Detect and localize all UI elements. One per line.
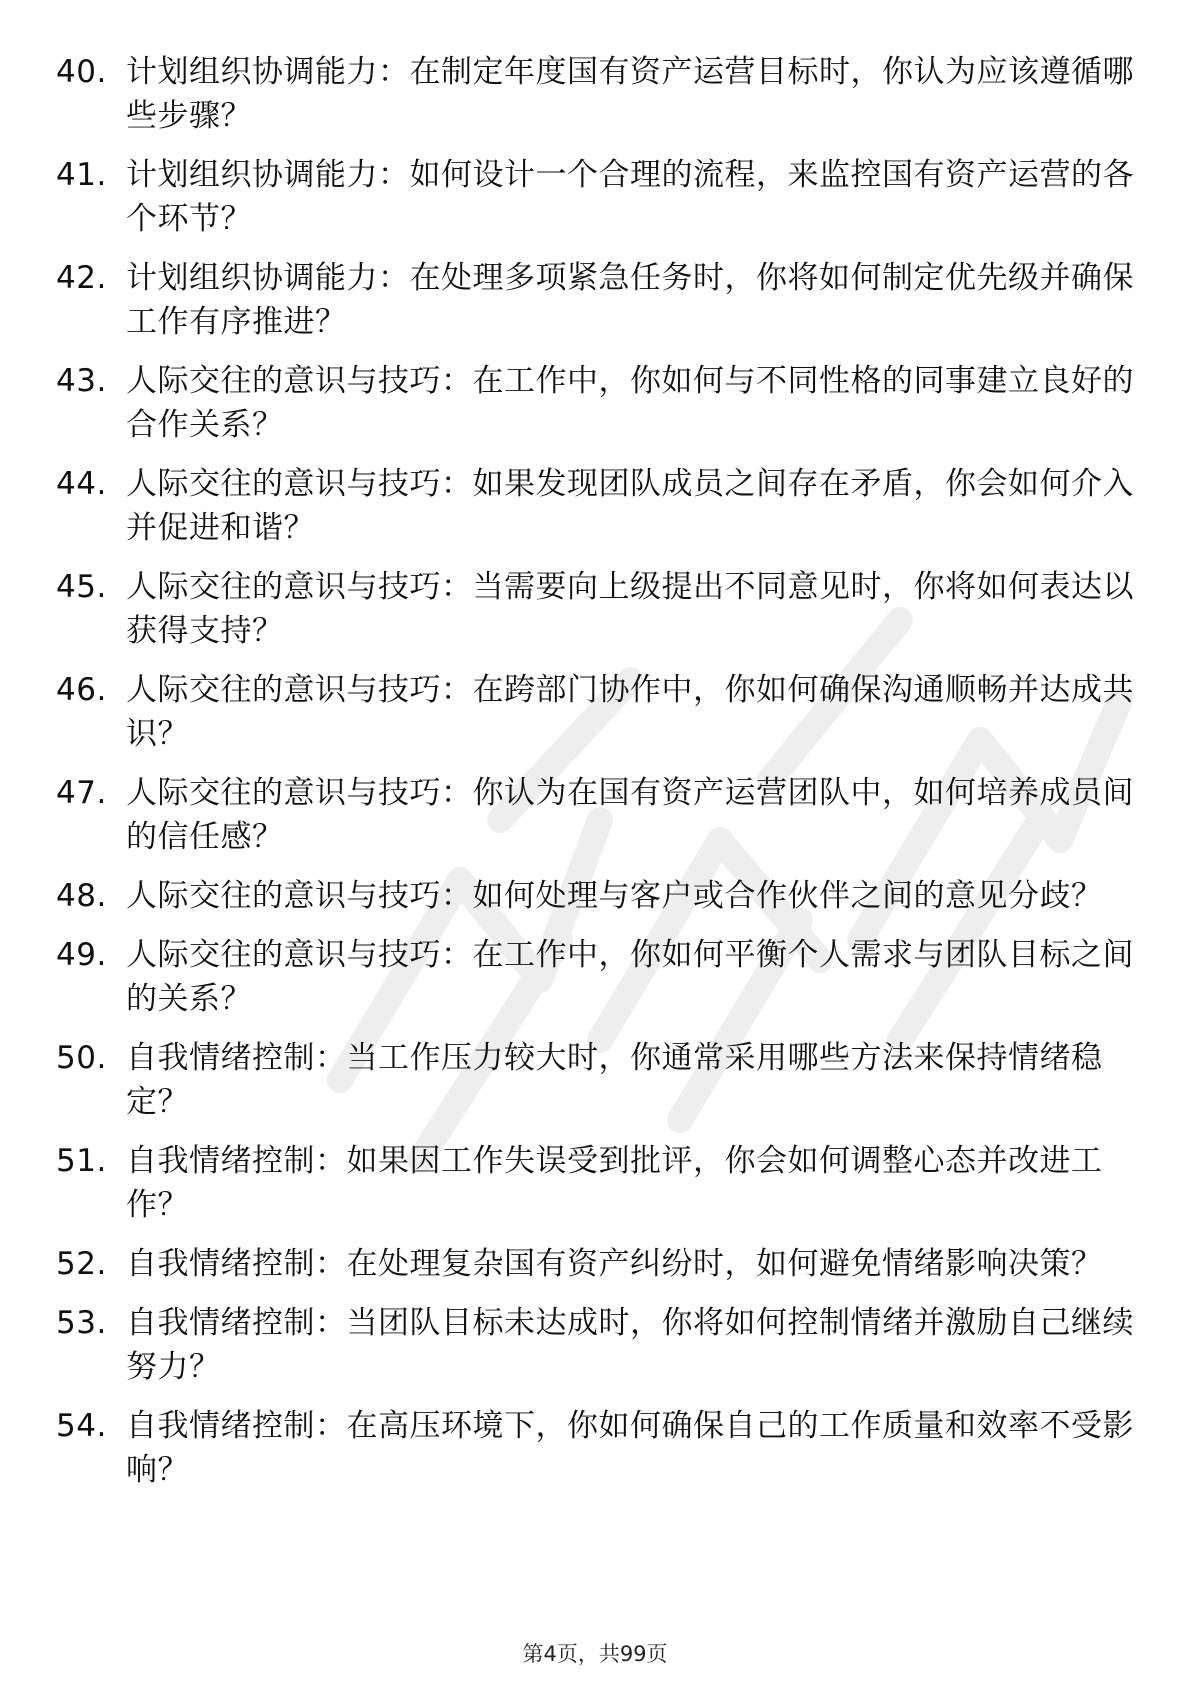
question-number: 54. [56,1408,107,1444]
question-text: 人际交往的意识与技巧：如何处理与客户或合作伙伴之间的意见分歧？ [126,878,1103,914]
question-item [56,1301,1136,1389]
page-footer: 第4页，共99页 [522,1642,668,1666]
question-number: 52. [56,1246,107,1282]
question-number: 48. [56,878,107,914]
question-text: 计划组织协调能力：在处理多项紧急任务时，你将如何制定优先级并确保工作有序推进？ [126,260,1134,340]
question-number: 51. [56,1143,107,1179]
question-text: 自我情绪控制：如果因工作失误受到批评，你会如何调整心态并改进工作？ [126,1143,1103,1223]
question-item [56,565,1136,653]
question-item [56,50,1136,138]
question-number: 42. [56,260,107,296]
question-text: 计划组织协调能力：如何设计一个合理的流程，来监控国有资产运营的各个环节？ [126,157,1134,237]
question-item [56,359,1136,447]
question-list [56,50,1136,1507]
question-item [56,771,1136,859]
question-number: 41. [56,157,107,193]
question-text: 人际交往的意识与技巧：如果发现团队成员之间存在矛盾，你会如何介入并促进和谐？ [126,466,1134,546]
question-item [56,153,1136,241]
question-number: 45. [56,569,107,605]
question-item [56,1404,1136,1492]
question-text: 自我情绪控制：当工作压力较大时，你通常采用哪些方法来保持情绪稳定？ [126,1040,1103,1120]
question-number: 50. [56,1040,107,1076]
question-item [56,1139,1136,1227]
question-text: 人际交往的意识与技巧：在工作中，你如何平衡个人需求与团队目标之间的关系？ [126,937,1134,1017]
question-text: 人际交往的意识与技巧：在工作中，你如何与不同性格的同事建立良好的合作关系？ [126,363,1134,443]
question-text: 人际交往的意识与技巧：你认为在国有资产运营团队中，如何培养成员间的信任感？ [126,775,1134,855]
question-item [56,1036,1136,1124]
question-number: 49. [56,937,107,973]
question-number: 46. [56,672,107,708]
question-item [56,874,1136,918]
question-item [56,1242,1136,1286]
question-item [56,933,1136,1021]
question-number: 40. [56,54,107,90]
question-text: 人际交往的意识与技巧：在跨部门协作中，你如何确保沟通顺畅并达成共识？ [126,672,1134,752]
question-number: 53. [56,1305,107,1341]
question-text: 人际交往的意识与技巧：当需要向上级提出不同意见时，你将如何表达以获得支持？ [126,569,1134,649]
question-number: 47. [56,775,107,811]
question-item [56,668,1136,756]
question-text: 自我情绪控制：在处理复杂国有资产纠纷时，如何避免情绪影响决策？ [126,1246,1103,1282]
question-text: 自我情绪控制：当团队目标未达成时，你将如何控制情绪并激励自己继续努力？ [126,1305,1134,1385]
question-item [56,256,1136,344]
question-text: 计划组织协调能力：在制定年度国有资产运营目标时，你认为应该遵循哪些步骤？ [126,54,1134,134]
question-number: 44. [56,466,107,502]
question-number: 43. [56,363,107,399]
question-item [56,462,1136,550]
question-text: 自我情绪控制：在高压环境下，你如何确保自己的工作质量和效率不受影响？ [126,1408,1134,1488]
